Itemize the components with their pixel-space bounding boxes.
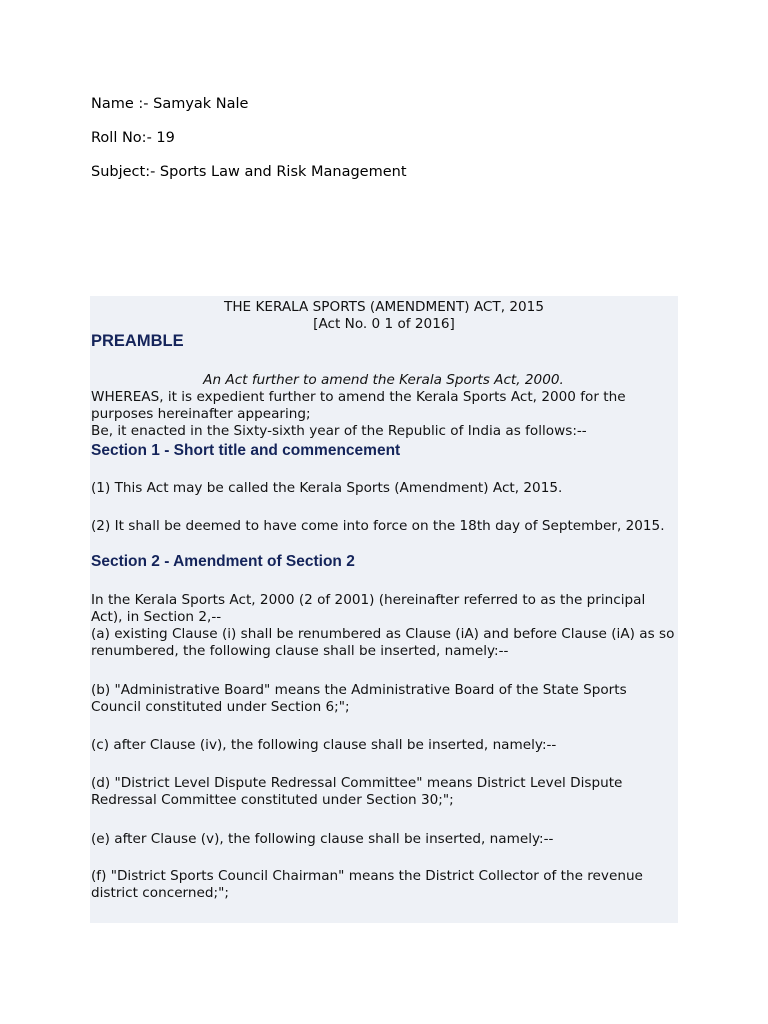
act-title: THE KERALA SPORTS (AMENDMENT) ACT, 2015 <box>224 299 544 315</box>
enactment-paragraph: Be, it enacted in the Sixty-sixth year of the Republic of India as follows:-- <box>91 423 587 439</box>
act-number: [Act No. 0 1 of 2016] <box>313 316 455 332</box>
section-1-clause-1: (1) This Act may be called the Kerala Sports (Amendment) Act, 2015. <box>91 480 563 496</box>
section-2-intro: In the Kerala Sports Act, 2000 (2 of 2001) (hereinafter referred to as the principal Act), in Section 2,-- <box>91 592 646 625</box>
subject: Subject:- Sports Law and Risk Management <box>91 164 407 180</box>
act-text-panel <box>90 296 678 923</box>
section-2-clause-f: (f) "District Sports Council Chairman" means the District Collector of the revenue district concerned;"; <box>91 868 643 901</box>
section-2-clause-c: (c) after Clause (iv), the following clause shall be inserted, namely:-- <box>91 737 557 753</box>
roll-number: Roll No:- 19 <box>91 130 175 146</box>
section-2-heading: Section 2 - Amendment of Section 2 <box>91 553 355 570</box>
act-description: An Act further to amend the Kerala Sports Act, 2000. <box>203 372 564 388</box>
section-2-clause-d: (d) "District Level Dispute Redressal Committee" means District Level Dispute Redressal Committee constituted under Section 30;"; <box>91 775 623 808</box>
whereas-paragraph: WHEREAS, it is expedient further to amend the Kerala Sports Act, 2000 for the purposes hereinafter appearing; <box>91 389 626 422</box>
section-1-clause-2: (2) It shall be deemed to have come into force on the 18th day of September, 2015. <box>91 518 665 534</box>
section-2-clause-b: (b) "Administrative Board" means the Administrative Board of the State Sports Council constituted under Section 6;"; <box>91 682 627 715</box>
student-name: Name :- Samyak Nale <box>91 96 249 112</box>
section-2-clause-e: (e) after Clause (v), the following clause shall be inserted, namely:-- <box>91 831 554 847</box>
section-1-heading: Section 1 - Short title and commencement <box>91 442 401 459</box>
preamble-heading: PREAMBLE <box>91 332 184 350</box>
section-2-clause-a: (a) existing Clause (i) shall be renumbered as Clause (iA) and before Clause (iA) as so renumbered, the following clause shall be inserted, namely:-- <box>91 626 675 659</box>
